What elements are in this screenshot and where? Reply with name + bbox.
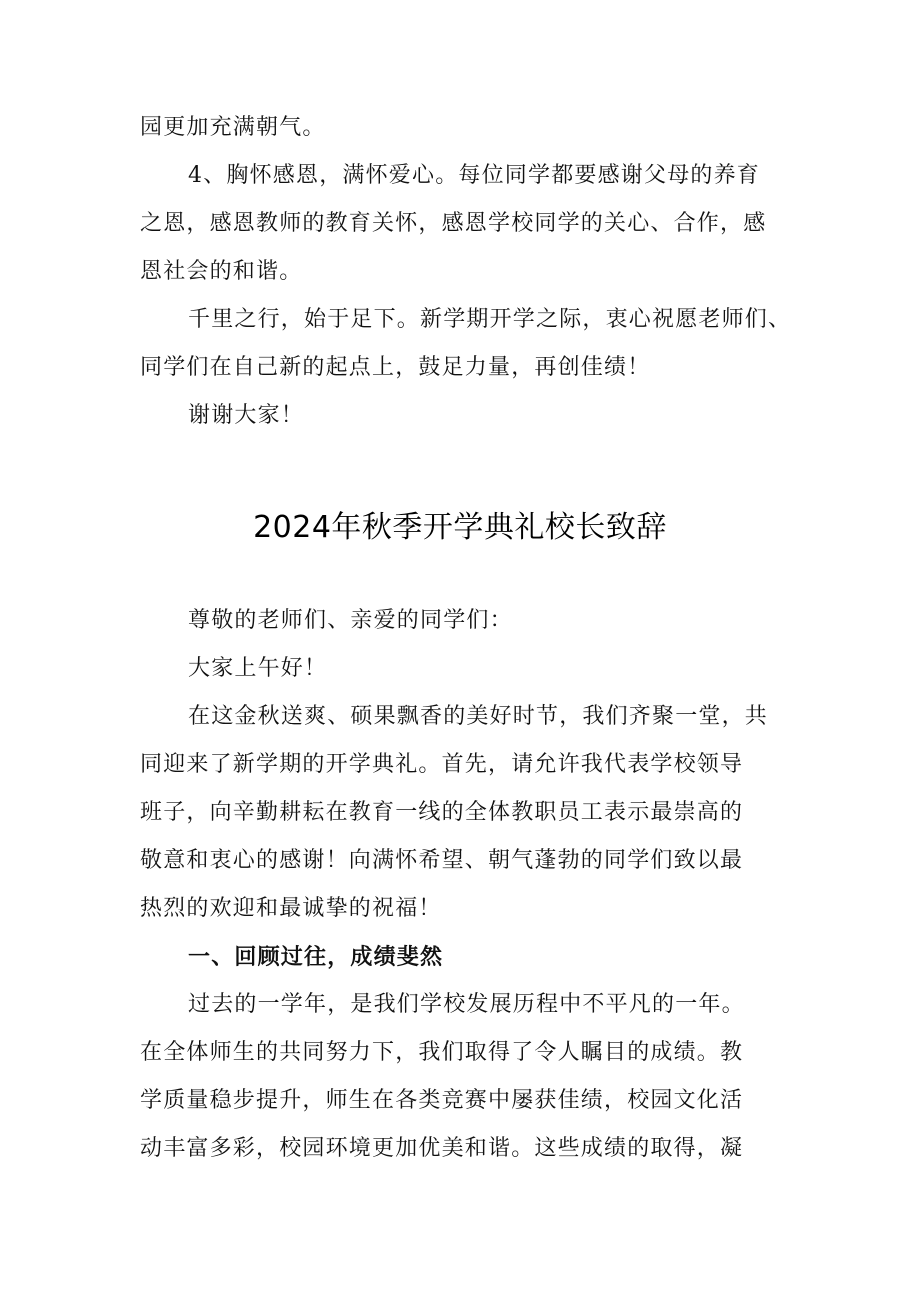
- paragraph-review-line: 学质量稳步提升，师生在各类竞赛中屡获佳绩，校园文化活: [140, 1088, 744, 1113]
- paragraph-continuation: 园更加充满朝气。: [140, 115, 326, 140]
- paragraph-closing-wish-start: 千里之行，始于足下。新学期开学之际，衷心祝愿老师们、: [188, 307, 792, 332]
- paragraph-gratitude-start: 4、胸怀感恩，满怀爱心。每位同学都要感谢父母的养育: [188, 163, 760, 188]
- paragraph-gratitude-line: 之恩，感恩教师的教育关怀，感恩学校同学的关心、合作，感: [140, 211, 767, 236]
- paragraph-review-line: 动丰富多彩，校园环境更加优美和谐。这些成绩的取得，凝: [140, 1136, 744, 1161]
- speech-title: 2024年秋季开学典礼校长致辞: [253, 510, 667, 545]
- salutation: 尊敬的老师们、亲爱的同学们：: [188, 608, 513, 633]
- paragraph-review-start: 过去的一学年，是我们学校发展历程中不平凡的一年。: [188, 992, 745, 1017]
- paragraph-opening-line: 同迎来了新学期的开学典礼。首先，请允许我代表学校领导: [140, 752, 744, 777]
- paragraph-review-line: 在全体师生的共同努力下，我们取得了令人瞩目的成绩。教: [140, 1040, 744, 1065]
- paragraph-opening-line: 敬意和衷心的感谢！向满怀希望、朝气蓬勃的同学们致以最: [140, 848, 744, 873]
- thanks-line: 谢谢大家！: [188, 403, 305, 428]
- paragraph-closing-wish-line: 同学们在自己新的起点上，鼓足力量，再创佳绩！: [140, 355, 651, 380]
- paragraph-opening-line: 热烈的欢迎和最诚挚的祝福！: [140, 896, 442, 921]
- paragraph-gratitude-line: 恩社会的和谐。: [140, 259, 303, 284]
- greeting: 大家上午好！: [188, 656, 328, 681]
- paragraph-opening-line: 班子，向辛勤耕耘在教育一线的全体教职员工表示最崇高的: [140, 800, 744, 825]
- previous-speech-ending: [140, 104, 792, 440]
- speech-body: [140, 597, 785, 1173]
- paragraph-opening-start: 在这金秋送爽、硕果飘香的美好时节，我们齐聚一堂，共: [188, 704, 769, 729]
- section-heading-review: 一、回顾过往，成绩斐然: [188, 944, 444, 970]
